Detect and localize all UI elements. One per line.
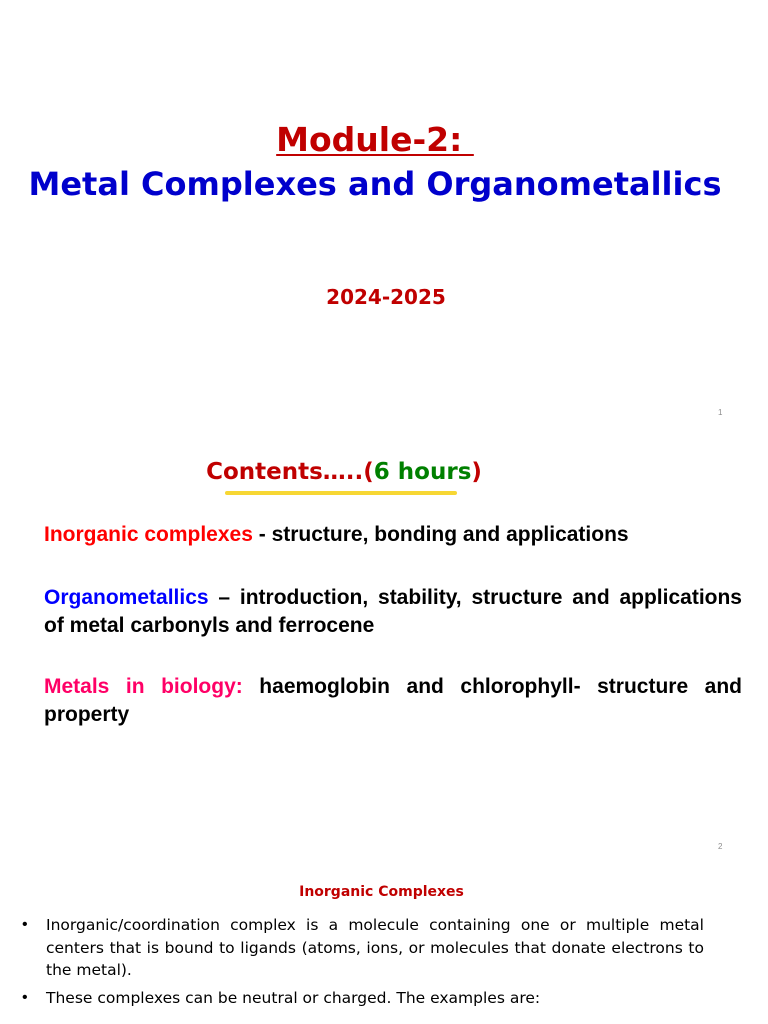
bullet-icon: •	[22, 988, 28, 1006]
item-text: haemoglobin and chlorophyll- structure and property	[44, 675, 742, 726]
academic-year: 2024-2025	[326, 285, 446, 309]
page-number: 2	[718, 842, 723, 851]
bullet-list	[0, 914, 768, 1014]
slide-3	[0, 864, 768, 1024]
bullet-text: Inorganic/coordination complex is a molecule containing one or multiple metal centers that is bound to ligands (atoms, ions, or molecules that donate electrons to the metal).	[46, 916, 704, 979]
list-item	[22, 987, 704, 1010]
contents-suffix: )	[471, 459, 482, 485]
list-item	[22, 914, 704, 982]
item-text: – introduction, stability, structure and applications of metal carbonyls and ferrocene	[44, 586, 742, 637]
bullet-icon: •	[22, 916, 28, 933]
contents-item-organometallics	[44, 584, 742, 640]
contents-item-metals-in-biology	[44, 673, 742, 729]
contents-item-inorganic-complexes	[44, 521, 742, 549]
contents-prefix: Contents…..(	[206, 459, 374, 485]
item-keyword: Metals in biology:	[44, 675, 243, 698]
contents-heading	[0, 459, 688, 485]
page-number: 1	[718, 408, 723, 417]
contents-highlight-underline	[225, 491, 457, 495]
slide-1	[0, 0, 768, 432]
bullet-text: These complexes can be neutral or charged. The examples are:	[46, 988, 541, 1007]
item-text: - structure, bonding and applications	[252, 523, 629, 546]
contents-hours: 6 hours	[373, 459, 472, 485]
slide-title: Metal Complexes and Organometallics	[28, 165, 722, 203]
item-keyword: Inorganic complexes	[44, 523, 253, 546]
slide-2	[0, 432, 768, 864]
item-keyword: Organometallics	[44, 586, 209, 609]
module-label: Module-2:	[276, 120, 474, 159]
section-heading: Inorganic Complexes	[299, 884, 464, 900]
